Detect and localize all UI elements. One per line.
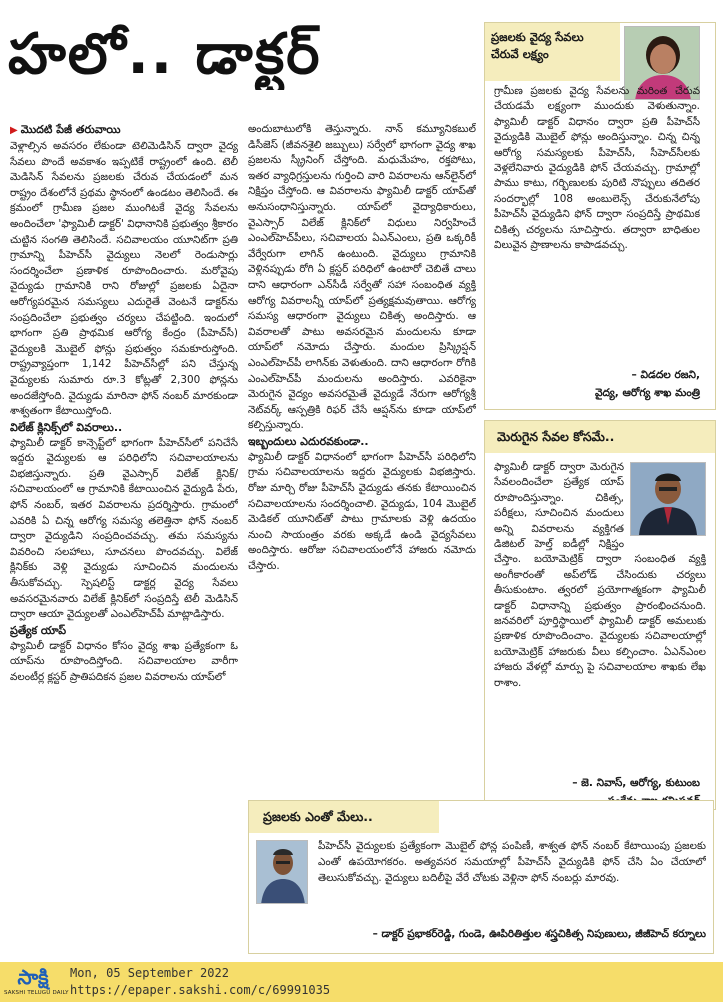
commissioner-signature: – జె. నివాస్, ఆరోగ్య, కుటుంబ: [572, 777, 700, 789]
article-paragraph: ఫ్యామిలీ డాక్టర్ కాన్సెప్ట్‌లో భాగంగా పీహెచ్‌సీలో పనిచేసే ఇద్దరు వైద్యులకు ఆ పరిధిలోని సచివాలయాలను విభజిస్తున్నారు. ప్రతి వైఎస్సార్ విలేజ్ క్లినిక్/సచివాలయంలో ఆ గ్రామానికి కేటాయించిన వైద్యుడి పేరు, ఫోన్ నంబర్, ఇతర వివరాలను ప్రదర్శిస్తారు. గ్రామంలో ఎవరికి ఏ చిన్న ఆరోగ్య సమస్య తలెత్తినా ఫోన్ నంబర్ ద్వారా వైద్యుడిని సంప్రదించవచ్చు. తమ సమస్యను వివరించి సలహాలు, సూచనలు పొందవచ్చు. విలేజ్ క్లినిక్‌కు వెళ్లి వైద్యుడు సూచించిన మందులను తీసుకోవచ్చు. స్పెషలిస్ట్ డాక్టర్ల వైద్య సేవలు అవసరమైనవారు విలేజ్ క్లినిక్‌లో సంప్రదిస్తే టెలీ మెడిసిన్ ద్వారా ఆయా వైద్యులతో ఎంఎల్‌హెచ్‌పీ మాట్లాడిస్తారు.: [10, 436, 238, 621]
doctor-quote-text: పీహెచ్‌సీ వైద్యులకు ప్రత్యేకంగా మొబైల్ ఫోన్ల పంపిణీ, శాశ్వత ఫోన్ నంబర్ కేటాయింపు ప్రజలకు ఎంతో ఉపయోగకరం. అత్యవసర సమయాల్లో పీహెచ్‌సీ వైద్యుడికి ఫోన్ చేసి ఏం చేయాలో తెలుసుకోవచ్చు. వైద్యులు బదిలీపై వేరే చోటకు వెళ్లినా ఫోన్ నంబర్లు మారవు.: [318, 840, 706, 884]
footer-bar: [0, 962, 723, 1002]
publication-date: Mon, 05 September 2022: [70, 966, 229, 980]
continued-kicker: ▶ మొదటి పేజీ తరువాయి: [10, 123, 121, 136]
doctor-signature: – డాక్టర్ ప్రభాకర్‌రెడ్డి, గుండె, ఊపిరితిత్తుల శస్త్రచికిత్స నిపుణులు, జీజీహెచ్ కర్నూలు: [372, 928, 706, 940]
subheading: ఇబ్బందులు ఎదురవకుండా..: [248, 434, 369, 448]
sakshi-logo[interactable]: సాక్షి SAKSHI TELUGU DAILY: [4, 965, 69, 996]
article-paragraph: వెళ్లాల్సిన అవసరం లేకుండా టెలిమెడిసిన్ ద్వారా వైద్య సేవలు పొందే అవకాశం ఇప్పటికే రాష్ట్రంలో ఉంది. టెలీ మెడిసిన్ సేవలను ప్రజలకు చేరువ చేయడంలో మన రాష్ట్రం దేశంలోనే ప్రథమ స్థానంలో ఉండటం తెలిసిందే. ఈ క్రమంలో గ్రామీణ ప్రజల ముంగిటకే వైద్య సేవలను అందించేలా 'ఫ్యామిలీ డాక్టర్' విధానానికి ప్రభుత్వం శ్రీకారం చుట్టిన సంగతి తెలిసిందే. సచివాలయం యూనిట్‌గా ప్రతి గ్రామాన్ని పీహెచ్‌సీ వైద్యులు నెలలో రెండుసార్లు సందర్శించేలా ప్రణాళిక రూపొందించారు. మరోవైపు వైద్యుడు గ్రామానికి రాని రోజుల్లో ప్రజలకు ఏదైనా ఆరోగ్యపరమైన సమస్యలు ఎదురైతే వెంటనే డాక్టర్‌ను సంప్రదించేలా ప్రభుత్వం చర్యలు చేపట్టింది. ఇందులో భాగంగా ప్రతి ప్రాథమిక ఆరోగ్య కేంద్రం (పీహెచ్‌సీ) వైద్యులకి మొబైల్ ఫోన్లు ప్రభుత్వం సమకూరుస్తోంది. రాష్ట్రవ్యాప్తంగా 1,142 పీహెచ్‌సీల్లో పని చేస్తున్న వైద్యులకు సుమారు రూ.3 కోట్లతో 2,300 ఫోన్లను అందజేస్తోంది. వైద్యుడు మారినా ఫోన్ నంబర్ మారకుండా శాశ్వతంగా కేటాయిస్తోంది.: [10, 140, 238, 418]
article-paragraph: ఫ్యామిలీ డాక్టర్ విధానంలో భాగంగా పీహెచ్‌సీ పరిధిలోని గ్రామ సచివాలయాలను ఇద్దరు వైద్యులకు విభజిస్తారు. రోజు మార్చి రోజు పీహెచ్‌సీ వైద్యుడు తనకు కేటాయించిన సచివాలయాలను సందర్శించాలి. వైద్యుడు, 104 మొబైల్ మెడికల్ యూనిట్‌తో పాటు గ్రామాలకు వెళ్లి ఉదయం నుంచి సాయంత్రం వరకు అక్కడే ఉండి వైద్యసేవలు అందిస్తారు. ఆరోజు సచివాలయంలోనే హాజరు నమోదు చేస్తారు.: [248, 450, 476, 573]
article-paragraph: ఫ్యామిలీ డాక్టర్ విధానం కోసం వైద్య శాఖ ప్రత్యేకంగా ఓ యాప్‌ను రూపొందిస్తోంది. సచివాలయాల వారీగా వలంటీర్ల క్లస్టర్ ప్రాతిపదికన ప్రజల వివరాలను యాప్‌లో: [10, 639, 238, 683]
doctor-quote-title: ప్రజలకు ఎంతో మేలు..: [249, 801, 439, 833]
doctor-photo: [256, 840, 308, 904]
article-paragraph: అందుబాటులోకి తెస్తున్నారు. నాన్ కమ్యూనికబుల్ డిసీజెస్ (జీవనశైలి జబ్బులు) సర్వేలో భాగంగా వైద్య శాఖ ప్రజలను స్క్రీనింగ్ చేస్తోంది. మధుమేహం, రక్తపోటు, ఇతర వ్యాధిగ్రస్తులను గుర్తించి వారి వివరాలను ఆన్‌లైన్‌లో నిక్షిప్తం చేస్తోంది. ఆ వివరాలను ఫ్యామిలీ డాక్టర్ యాప్‌తో అనుసంధానిస్తున్నారు. యాప్‌లో వైద్యాధికారులు, వైఎస్సార్ విలేజ్ క్లినిక్‌లో విధులు నిర్వహించే ఎంఎల్‌హెచ్‌పీలు, సచివాలయ ఏఎన్‌ఎంలు, ప్రతి ఒక్కరికీ వేర్వేరుగా లాగిన్ ఉంటుంది. వైద్యులు గ్రామానికి వెళ్లినప్పుడు రోగి ఏ క్లస్టర్ పరిధిలో ఉంటారో చెబితే చాలు దాని ఆధారంగా ఎన్‌సీడీ సర్వేతో సహా సంబంధిత వ్యక్తి ఆరోగ్య వివరాలన్నీ యాప్‌లో ప్రత్యక్షమవుతాయి. ఆరోగ్య సమస్య ఆధారంగా వైద్యులు చికిత్స అందిస్తారు. ఆ వివరాలతో పాటు అవసరమైన మందులను కూడా యాప్‌లో నమోదు చేస్తారు. మందుల ప్రిస్క్రిప్షన్ ఎంఎల్‌హెచ్‌పీ లాగిన్‌కు వెళుతుంది. దాని ఆధారంగా రోగికి ఎంఎల్‌హెచ్‌పీ మందులను అందిస్తారు. ఎవరికైనా మెరుగైన వైద్యం అవసరమైతే వైద్యుడే నేరుగా ఆరోగ్యశ్రీ నెట్‌వర్క్ ఆస్పత్రికి రిఫర్ చేసే ఆప్షన్‌ను కూడా యాప్‌లో కల్పిస్తున్నారు.: [248, 123, 476, 432]
person-portrait-icon: [257, 841, 308, 904]
article-column-1: [10, 122, 238, 952]
commissioner-photo: [630, 462, 706, 536]
epaper-url-link[interactable]: https://epaper.sakshi.com/c/69991035: [70, 983, 331, 997]
minister-quote-text: గ్రామీణ ప్రజలకు వైద్య సేవలను మరింత చేరువ చేయడమే లక్ష్యంగా ముందుకు వెళుతున్నాం. ఫ్యామిలీ డాక్టర్ విధానం ద్వారా ప్రతి పీహెచ్‌సీ వైద్యుడికి మొబైల్ ఫోన్లు అందిస్తున్నాం. చిన్న చిన్న ఆరోగ్య సమస్యలకు పీహెచ్‌సీ, సీహెచ్‌సీలకు వెళ్లలేనివారు వైద్యుడికి ఫోన్ చేయవచ్చు. గ్రామాల్లో పాము కాటు, గర్భిణులకు పురిటి నొప్పులు తదితర సందర్భాల్లో 108 అంబులెన్స్ చేరుకునేలోపు పీహెచ్‌సీ వైద్యుడిని ఫోన్ ద్వారా సంప్రదిస్తే ప్రాథమిక చికిత్స చర్యలను సూచిస్తారు. తద్వారా బాధితుల విలువైన ప్రాణాలను కాపాడవచ్చు.: [494, 85, 700, 252]
person-portrait-icon: [631, 463, 705, 535]
minister-signature: – విడదల రజని, వైద్య, ఆరోగ్య శాఖ మంత్రి: [594, 369, 700, 399]
triangle-icon: ▶: [10, 125, 18, 136]
subheading: విలేజ్ క్లినిక్స్‌లో వివరాలు..: [10, 420, 123, 434]
article-column-2: [248, 122, 476, 794]
subheading: ప్రత్యేక యాప్: [10, 623, 67, 637]
minister-quote-title: ప్రజలకు వైద్య సేవలు చేరువే లక్ష్యం: [485, 23, 620, 81]
headline: హలో.. డాక్టర్: [8, 22, 322, 87]
commissioner-quote-title: మెరుగైన సేవల కోసమే..: [485, 421, 715, 453]
commissioner-quote-text: ఫ్యామిలీ డాక్టర్ ద్వారా మెరుగైన సేవలందించేలా ప్రత్యేక యాప్ రూపొందిస్తున్నాం. చికిత్స, పరీక్షలు, సూచించిన మందులు అన్ని వివరాలను వ్యక్తిగత డిజిటల్ హెల్త్ ఐడీల్లో నిక్షిప్తం చేస్తాం. బయోమెట్రిక్ ద్వారా సంబంధిత వ్యక్తి అంగీకారంతో అప్‌లోడ్ చేసిందుకు చర్యలు తీసుకుంటాం. త్వరలో ప్రయోగాత్మకంగా ఫ్యామిలీ డాక్టర్ విధానాన్ని ప్రభుత్వం ప్రారంభించనుంది. జనవరిలో పూర్తిస్థాయిలో ఫ్యామిలీ డాక్టర్ అమలుకు ప్రణాళిక రూపొందించాం. వైద్యులకు సచివాలయాల్లో బయోమెట్రిక్ హాజరుకు వీలు కల్పించాం. ఏఎన్‌ఎంల హాజరు వేళల్లో మార్పు పై సచివాలయాల శాఖకు లేఖ రాశాం.: [494, 461, 706, 689]
